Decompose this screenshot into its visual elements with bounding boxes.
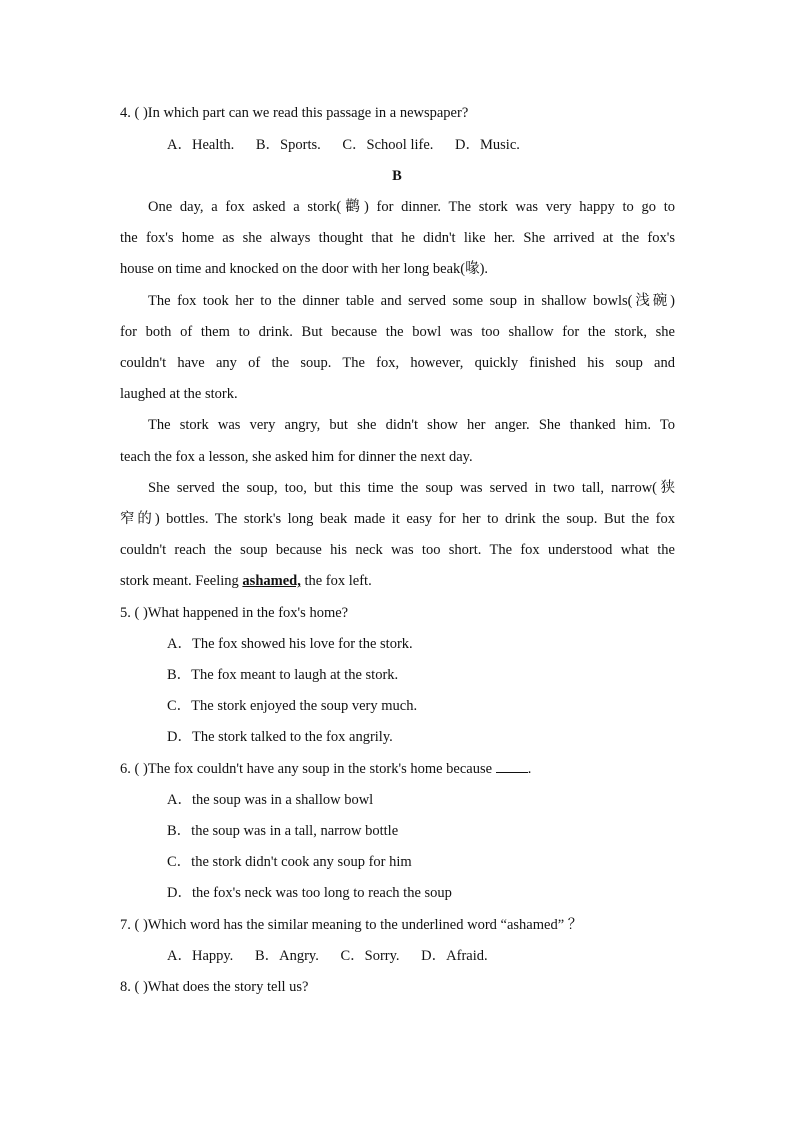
passage-text: the fox left. — [300, 573, 372, 589]
q4-option-c[interactable]: C．School life. — [342, 137, 434, 153]
passage-text: stork meant. Feeling — [120, 573, 243, 589]
q6-option-b[interactable]: B．the soup was in a tall, narrow bottle — [167, 823, 399, 839]
question-4-stem: 4. ( )In which part can we read this passage in a newspaper? — [120, 105, 469, 121]
q4-option-a[interactable]: A．Health. — [167, 137, 235, 153]
answer-blank — [496, 760, 528, 773]
passage-line: teach the fox a lesson, she asked him for dinner the next day. — [120, 449, 473, 465]
question-7-options — [167, 947, 506, 965]
q4-option-d[interactable]: D．Music. — [455, 137, 520, 153]
q5-option-b[interactable]: B．The fox meant to laugh at the stork. — [167, 667, 399, 683]
passage-last-line — [120, 572, 675, 590]
q6-stem-text: 6. ( )The fox couldn't have any soup in the stork's home because — [120, 761, 496, 777]
passage-line: The stork was very angry, but she didn't show her anger. She thanked him. To — [148, 417, 675, 433]
passage-line: laughed at the stork. — [120, 386, 238, 402]
question-7-stem: 7. ( )Which word has the similar meaning to the underlined word “ashamed” ？ — [120, 917, 583, 933]
passage-line: the fox's home as she always thought that he didn't like her. She arrived at the fox's — [120, 230, 675, 246]
q7-option-b[interactable]: B．Angry. — [254, 948, 319, 964]
question-6-stem — [120, 760, 675, 778]
passage-line: couldn't have any of the soup. The fox, however, quickly finished his soup and — [120, 355, 675, 371]
q5-option-c[interactable]: C．The stork enjoyed the soup very much. — [167, 698, 418, 714]
q7-option-a[interactable]: A．Happy. — [167, 948, 234, 964]
q6-option-c[interactable]: C．the stork didn't cook any soup for him — [167, 854, 412, 870]
underlined-word: ashamed, — [242, 573, 301, 589]
passage-line: house on time and knocked on the door with her long beak(喙). — [120, 261, 489, 277]
passage-line: for both of them to drink. But because the bowl was too shallow for the stork, she — [120, 324, 675, 340]
passage-line: The fox took her to the dinner table and served some soup in shallow bowls(浅碗) — [148, 293, 675, 309]
passage-line: couldn't reach the soup because his neck was too short. The fox understood what the — [120, 542, 675, 558]
q5-option-d[interactable]: D．The stork talked to the fox angrily. — [167, 729, 393, 745]
q6-stem-end: . — [527, 761, 532, 777]
q7-option-c[interactable]: C．Sorry. — [340, 948, 400, 964]
passage-line: One day, a fox asked a stork(鹳) for dinner. The stork was very happy to go to — [148, 199, 675, 215]
q7-option-d[interactable]: D．Afraid. — [421, 948, 488, 964]
q5-option-a[interactable]: A．The fox showed his love for the stork. — [167, 636, 413, 652]
question-5-stem: 5. ( )What happened in the fox's home? — [120, 605, 349, 621]
question-8-stem: 8. ( )What does the story tell us? — [120, 979, 309, 995]
question-4-options — [167, 136, 538, 154]
q6-option-a[interactable]: A．the soup was in a shallow bowl — [167, 792, 374, 808]
q6-option-d[interactable]: D．the fox's neck was too long to reach the soup — [167, 885, 452, 901]
passage-line: 窄的) bottles. The stork's long beak made it easy for her to drink the soup. But the fox — [120, 511, 675, 527]
section-heading: B — [392, 168, 402, 184]
q4-option-b[interactable]: B．Sports. — [255, 137, 321, 153]
passage-line: She served the soup, too, but this time the soup was served in two tall, narrow(狭 — [148, 480, 675, 496]
